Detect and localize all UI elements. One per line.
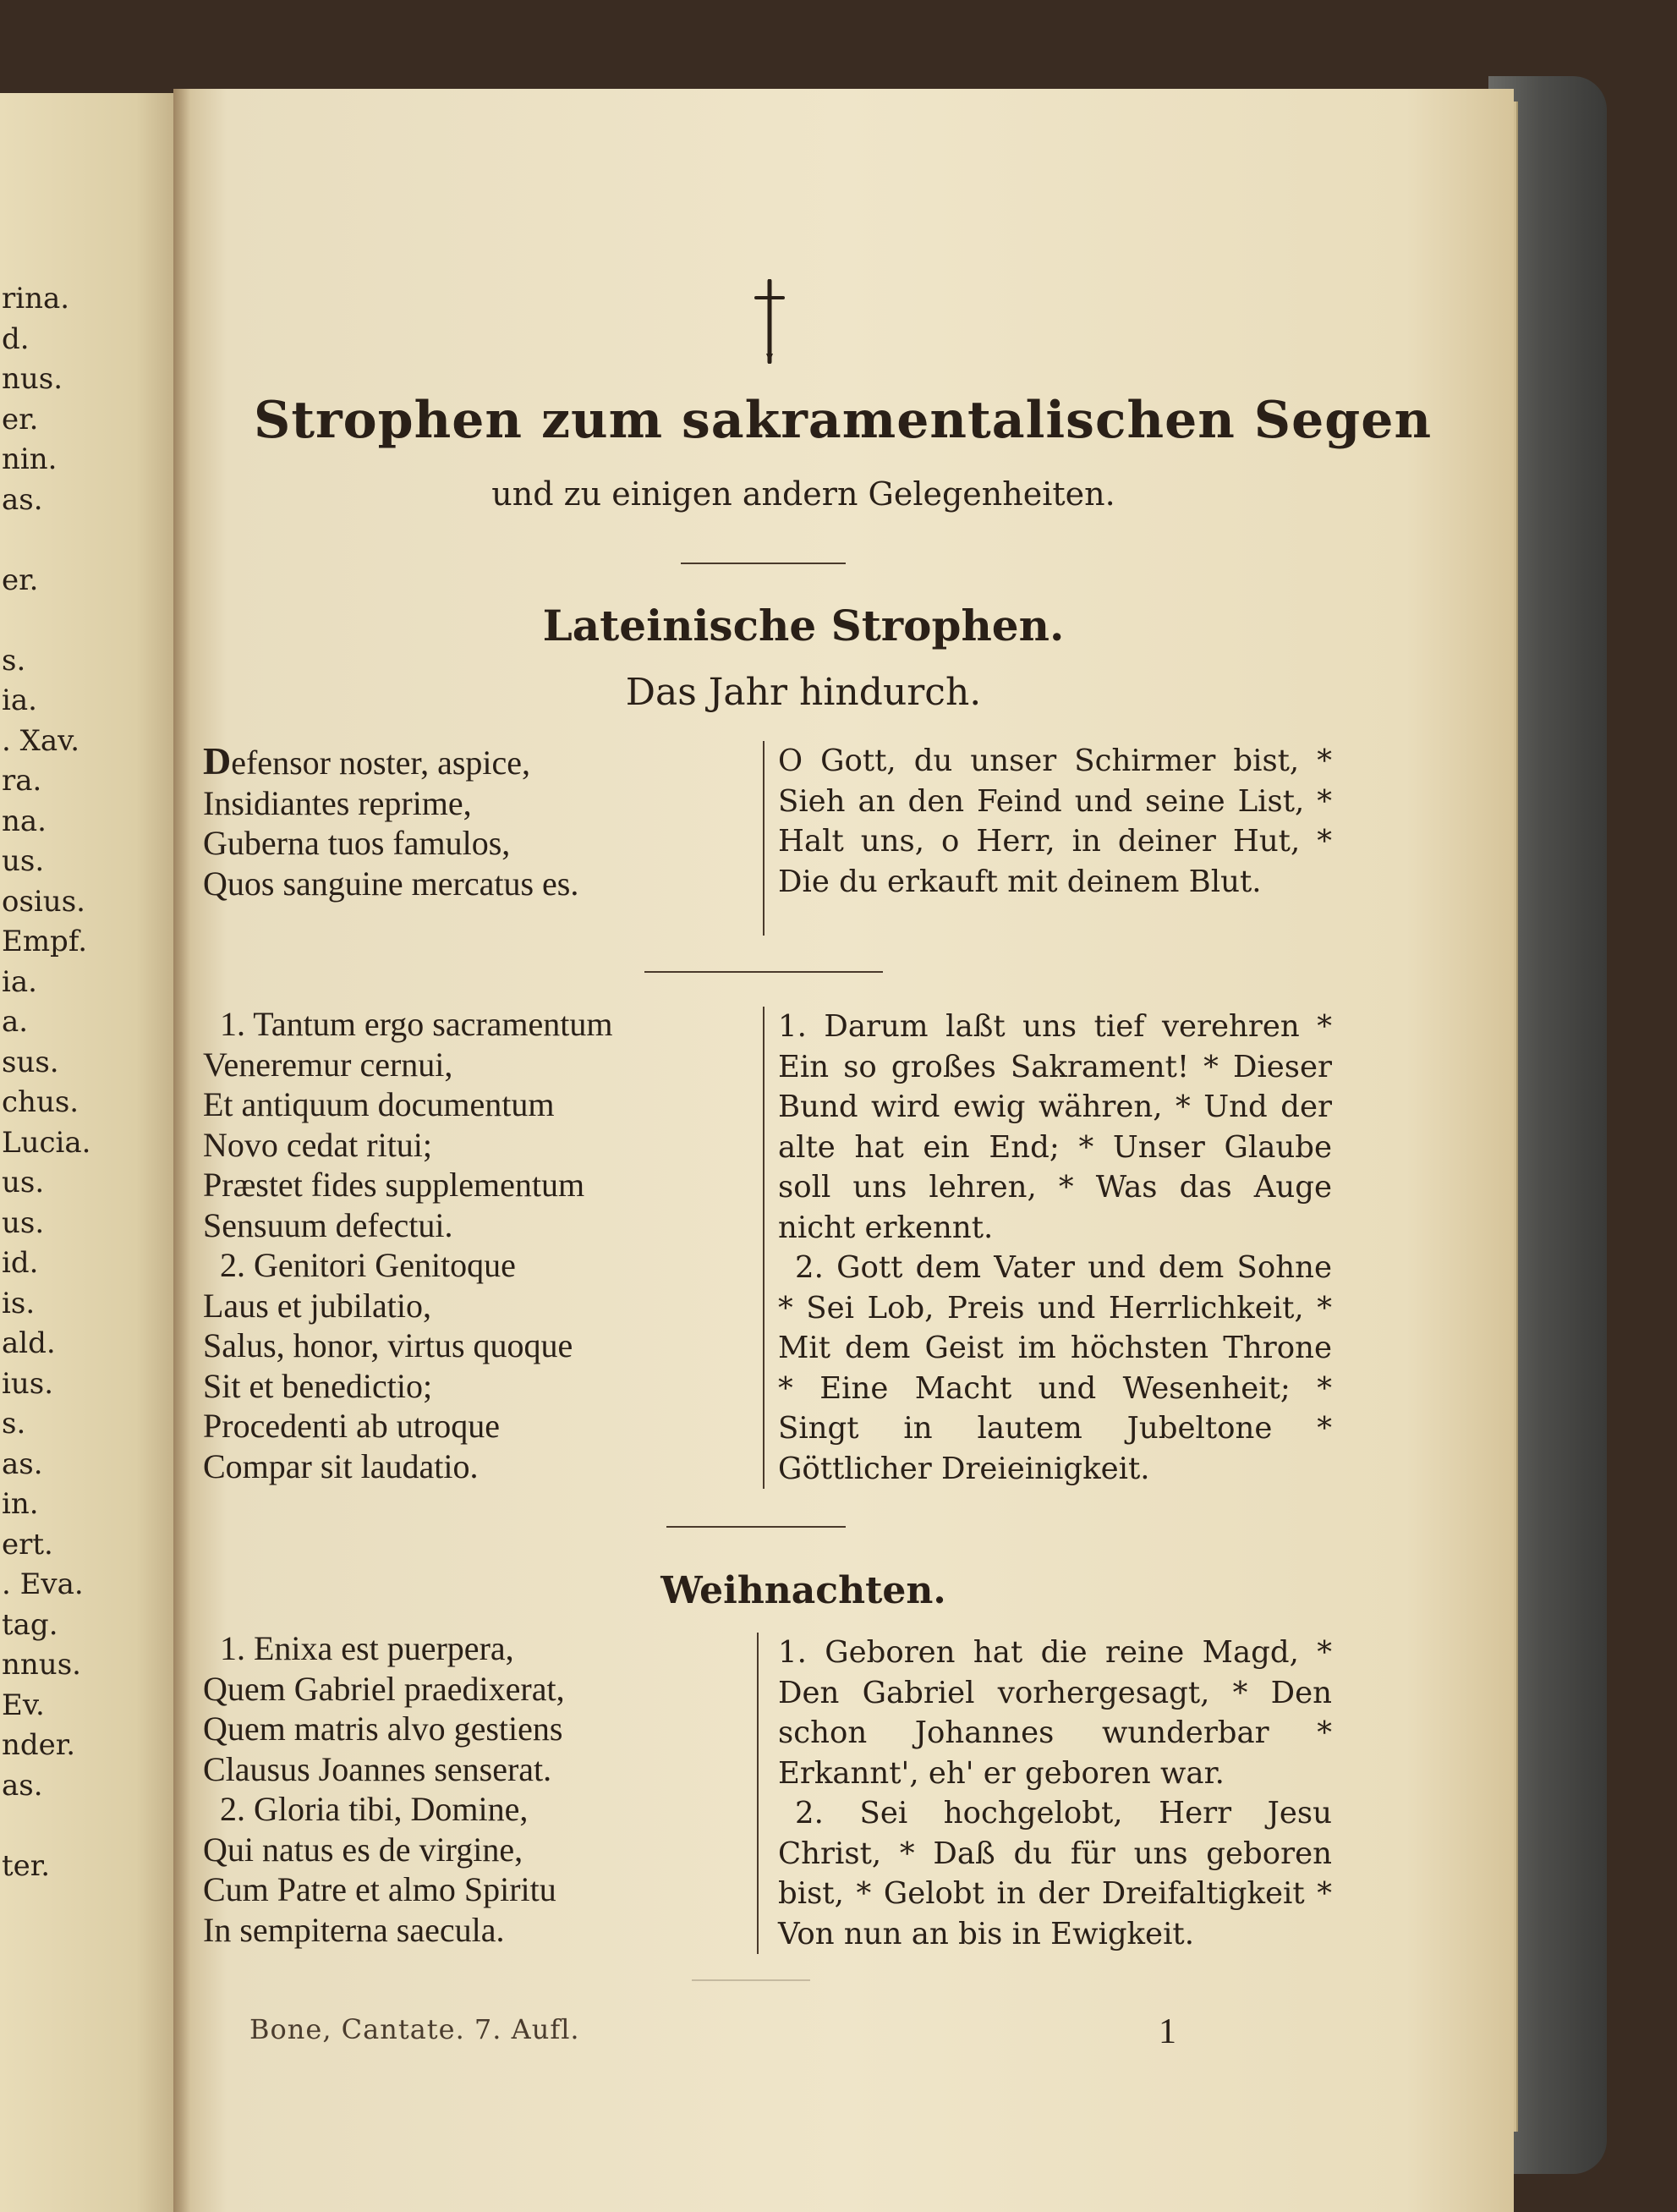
left-page (0, 93, 195, 2212)
left-margin-fragment: nder. (2, 1728, 76, 1762)
hymn2-german-verse-2: 2. Gott dem Vater und dem Sohne * Sei Lob, Preis und Herrlichkeit, * Mit dem Geist im höchsten Throne * Eine Macht und Wesenheit; * Singt in lautem Jubeltone * Göttlicher Dreieinigkeit. (778, 1250, 1332, 1486)
left-margin-fragment: ia. (2, 683, 37, 717)
hymn1-latin-line-4: Quos sanguine mercatus es. (203, 864, 579, 903)
hymn2-latin-line: Præstet fides supplementum (203, 1166, 585, 1204)
section-heading-latin: Lateinische Strophen. (542, 601, 1065, 650)
left-margin-fragment: as. (2, 482, 43, 517)
left-margin-fragment: in. (2, 1487, 39, 1521)
hymn2-latin-line: Compar sit laudatio. (203, 1446, 479, 1485)
left-margin-fragment: nnus. (2, 1648, 81, 1682)
divider (681, 563, 846, 564)
hymn2-german (778, 1007, 1332, 1489)
left-margin-fragment: us. (2, 1205, 45, 1240)
page-number: 1 (1159, 2012, 1176, 2051)
hymn1-german (778, 741, 1332, 902)
section-heading-christmas: Weihnachten. (660, 1569, 946, 1612)
left-margin-fragment: ald. (2, 1326, 56, 1360)
christmas-latin (203, 1628, 753, 1950)
column-divider (763, 1007, 765, 1489)
christmas-latin-line: 2. Gloria tibi, Domine, (220, 1790, 529, 1828)
hymn2-latin-line: Procedenti ab utroque (203, 1407, 500, 1445)
left-margin-fragment: ius. (2, 1366, 54, 1401)
hymn1-latin-line-3: Guberna tuos famulos, (203, 824, 511, 862)
divider (666, 1526, 846, 1528)
christmas-latin-line: Qui natus es de virgine, (203, 1830, 523, 1869)
hymn2-latin-line: Veneremur cernui, (203, 1045, 453, 1084)
hymn2-latin-line: Sensuum defectui. (203, 1205, 453, 1244)
hymn2-latin-line: Laus et jubilatio, (203, 1286, 431, 1325)
christmas-german-verse-1: 1. Geboren hat die reine Magd, * Den Gabriel vorhergesagt, * Den schon Johannes wunderbar * Erkannt', eh' er geboren war. (778, 1635, 1332, 1791)
christmas-german (778, 1633, 1332, 1954)
left-margin-fragment: sus. (2, 1045, 59, 1079)
left-margin-text (2, 279, 112, 1886)
hymn1-latin-line-1: efensor noster, aspice, (231, 744, 531, 782)
hymn2-latin-line: Et antiquum documentum (203, 1085, 555, 1123)
left-margin-fragment: s. (2, 643, 26, 678)
left-margin-fragment: as. (2, 1768, 43, 1803)
left-margin-fragment: er. (2, 563, 39, 597)
left-margin-fragment: na. (2, 804, 47, 838)
left-margin-fragment: Ev. (2, 1688, 45, 1722)
left-margin-fragment: er. (2, 402, 39, 436)
hymn2-latin-line: Novo cedat ritui; (203, 1125, 433, 1164)
hymn2-latin-line: 1. Tantum ergo sacramentum (220, 1005, 613, 1043)
imprint: Bone, Cantate. 7. Aufl. (249, 2013, 580, 2045)
left-margin-fragment (2, 1806, 112, 1847)
left-margin-fragment (2, 520, 112, 561)
left-margin-fragment: . Xav. (2, 723, 80, 758)
left-margin-fragment: nus. (2, 362, 63, 396)
left-margin-fragment: Lucia. (2, 1125, 91, 1160)
page-subtitle: und zu einigen andern Gelegenheiten. (491, 475, 1115, 513)
left-margin-fragment: as. (2, 1446, 43, 1481)
left-margin-fragment: us. (2, 1166, 45, 1199)
left-margin-fragment: nin. (2, 442, 58, 476)
left-margin-fragment: osius. (2, 884, 85, 919)
hymn1-german-text: O Gott, du unser Schirmer bist, * Sieh an den Feind und seine List, * Halt uns, o Herr, in deiner Hut, * Die du erkauft mit deinem Blut. (778, 744, 1332, 899)
left-margin-fragment: tag. (2, 1607, 58, 1642)
left-margin-fragment: d. (2, 321, 30, 356)
left-margin-fragment: Empf. (2, 925, 88, 958)
left-margin-fragment: ert. (2, 1527, 53, 1562)
christmas-latin-line: In sempiterna saecula. (203, 1910, 505, 1949)
left-margin-fragment: id. (2, 1246, 39, 1280)
christmas-german-verse-2: 2. Sei hochgelobt, Herr Jesu Christ, * Daß du für uns geboren bist, * Gelobt in der Dreifaltigkeit * Von nun an bis in Ewigkeit. (778, 1796, 1332, 1951)
left-margin-fragment: rina. (2, 282, 70, 316)
hymn1-latin (203, 741, 753, 903)
christmas-latin-line: Quem matris alvo gestiens (203, 1710, 563, 1748)
hymn2-latin-line: Salus, honor, virtus quoque (203, 1326, 573, 1364)
section-subheading-year: Das Jahr hindurch. (625, 671, 982, 714)
gutter-shadow (173, 89, 190, 2212)
page-title: Strophen zum sakramentalischen Segen (254, 391, 1433, 450)
left-margin-fragment: s. (2, 1407, 26, 1441)
left-margin-fragment: . Eva. (2, 1567, 84, 1601)
left-margin-fragment: ia. (2, 964, 37, 999)
left-margin-fragment: a. (2, 1005, 29, 1039)
left-margin-fragment (2, 601, 112, 641)
divider (644, 971, 883, 973)
hymn2-latin-line: Sit et benedictio; (203, 1366, 433, 1405)
column-divider (757, 1633, 759, 1954)
drop-cap: D (203, 739, 232, 782)
left-margin-fragment: is. (2, 1286, 36, 1320)
left-margin-fragment: us. (2, 844, 45, 878)
column-divider (763, 741, 765, 936)
faint-divider (692, 1979, 810, 1981)
hymn1-latin-line-2: Insidiantes reprime, (203, 783, 472, 822)
christmas-latin-line: Quem Gabriel praedixerat, (203, 1669, 565, 1708)
christmas-latin-line: 1. Enixa est puerpera, (220, 1629, 514, 1667)
christmas-latin-line: Cum Patre et almo Spiritu (203, 1870, 556, 1908)
cross-icon (753, 279, 786, 364)
left-margin-fragment: ter. (2, 1848, 51, 1883)
left-margin-fragment: chus. (2, 1085, 79, 1119)
hymn2-german-verse-1: 1. Darum laßt uns tief verehren * Ein so großes Sakrament! * Dieser Bund wird ewig währen, * Und der alte hat ein End; * Unser Glaube soll uns lehren, * Was das Auge nicht erkennt. (778, 1009, 1332, 1245)
hymn1-latin-line (203, 741, 753, 783)
hymn2-latin (203, 1004, 753, 1486)
hymn2-latin-line: 2. Genitori Genitoque (220, 1246, 516, 1284)
left-margin-fragment: ra. (2, 764, 42, 798)
christmas-latin-line: Clausus Joannes senserat. (203, 1749, 552, 1788)
